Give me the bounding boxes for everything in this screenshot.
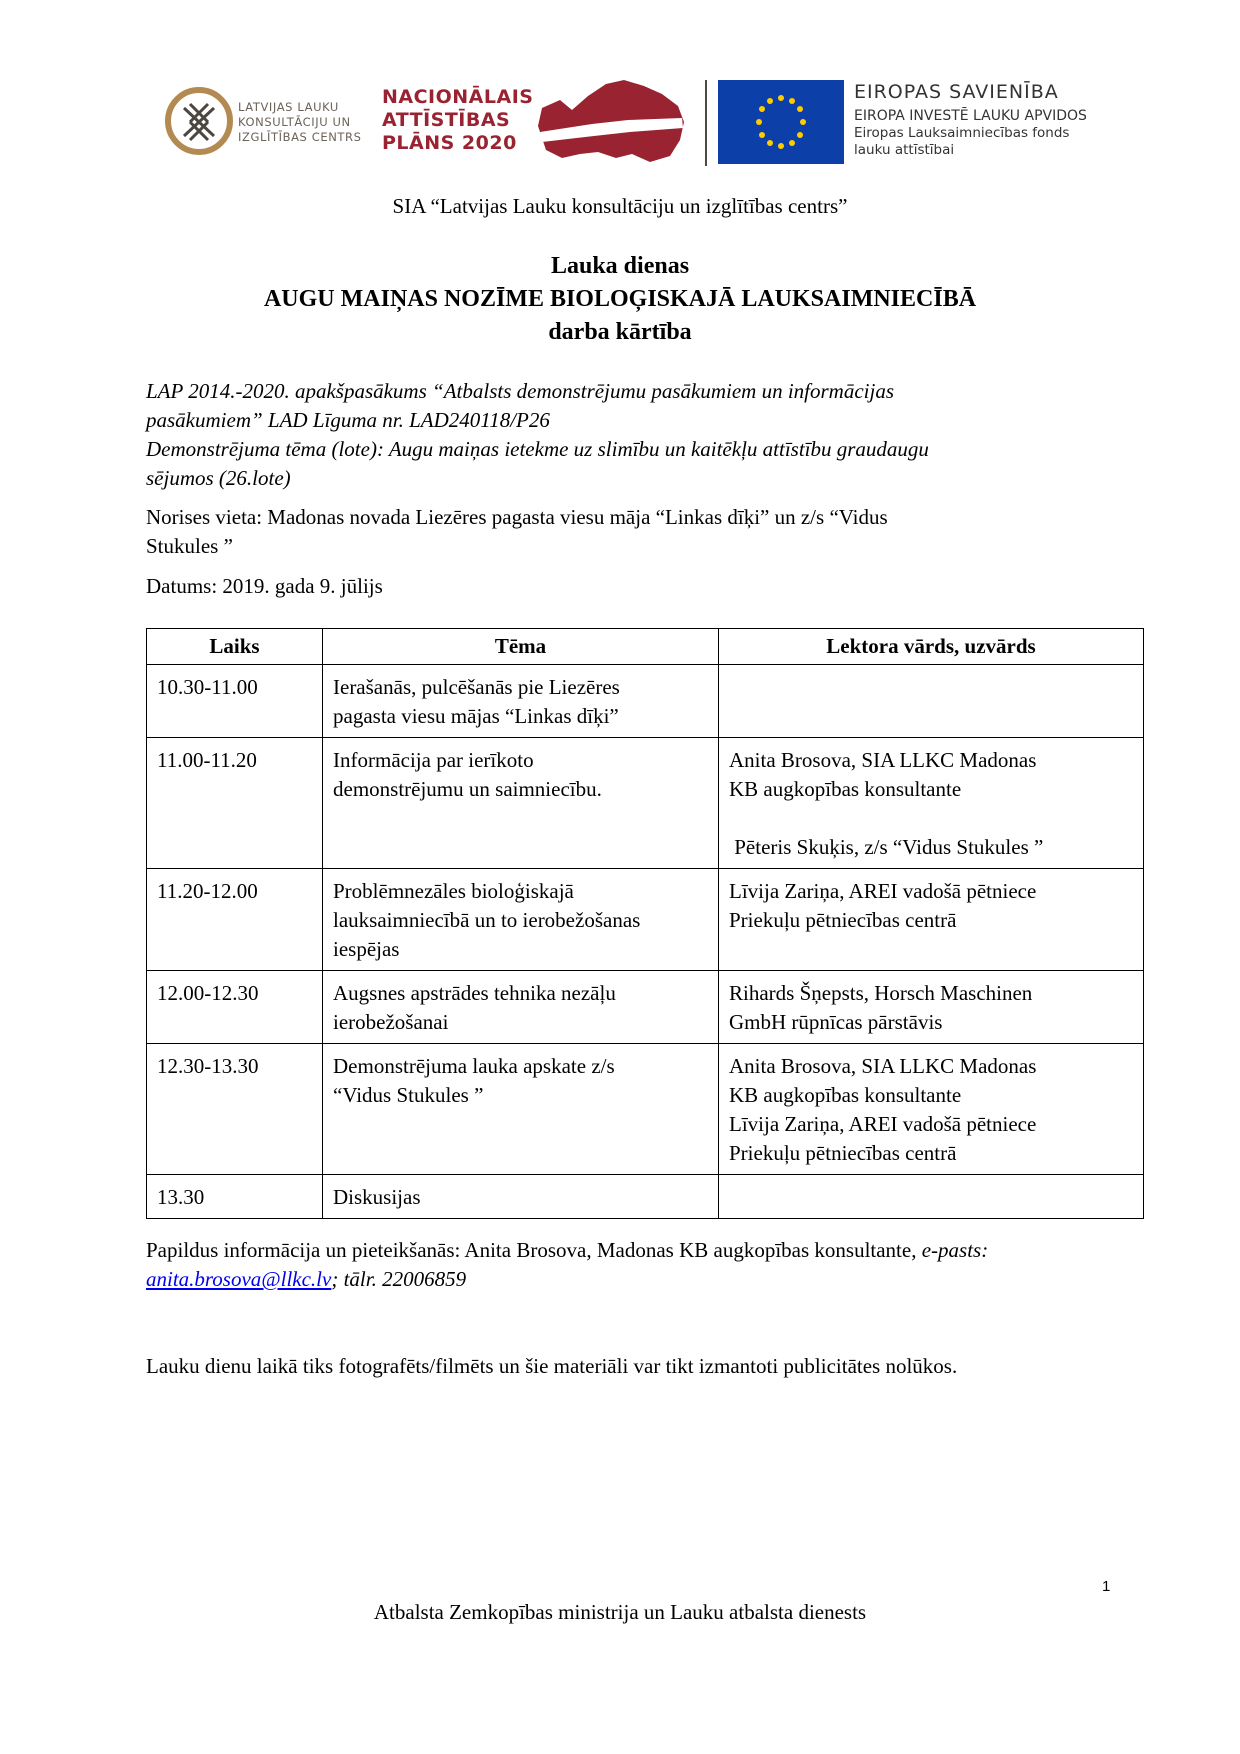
table-row <box>147 869 1144 971</box>
organization-name: SIA “Latvijas Lauku konsultāciju un izglītības centrs” <box>392 194 848 218</box>
table-row <box>147 665 1144 738</box>
eu-caption <box>854 80 1134 159</box>
table-header-row <box>147 629 1144 665</box>
agenda-table <box>146 628 1144 1219</box>
header-time: Laiks <box>147 629 323 665</box>
topic-cell: Augsnes apstrādes tehnika nezāļu ierobežošanai <box>323 971 719 1044</box>
speaker-cell: Anita Brosova, SIA LLKC Madonas KB augkopības konsultante Pēteris Skuķis, z/s “Vidus Stukules ” <box>719 738 1144 869</box>
document-title <box>0 250 1240 349</box>
eu-flag-icon <box>718 80 844 164</box>
eu-fund-line-2: lauku attīstībai <box>854 142 955 158</box>
time-cell: 11.00-11.20 <box>147 738 323 869</box>
llkc-logo <box>164 86 364 156</box>
title-line-3: darba kārtība <box>548 319 692 345</box>
speaker-cell: Anita Brosova, SIA LLKC Madonas KB augkopības konsultante Līvija Zariņa, AREI vadošā pētniece Priekuļu pētniecības centrā <box>719 1044 1144 1175</box>
header-logos <box>160 72 1120 172</box>
speaker-cell: Rihards Šņepsts, Horsch Maschinen GmbH rūpnīcas pārstāvis <box>719 971 1144 1044</box>
table-row <box>147 738 1144 869</box>
latvia-map-icon <box>532 74 692 166</box>
event-date: Datums: 2019. gada 9. jūlijs <box>146 574 383 598</box>
contact-info: Papildus informācija un pieteikšanās: Anita Brosova, Madonas KB augkopības konsultante, e-pasts: anita.brosova@llkc.lv; tālr. 22006859 <box>146 1238 989 1291</box>
time-cell: 13.30 <box>147 1175 323 1219</box>
table-row <box>147 971 1144 1044</box>
email-link[interactable]: anita.brosova@llkc.lv <box>146 1267 332 1291</box>
time-cell: 10.30-11.00 <box>147 665 323 738</box>
publicity-notice: Lauku dienu laikā tiks fotografēts/filmēts un šie materiāli var tikt izmantoti publicitātes nolūkos. <box>146 1354 958 1378</box>
time-cell: 12.30-13.30 <box>147 1044 323 1175</box>
eu-title: EIROPAS SAVIENĪBA <box>854 81 1059 103</box>
nap-2020-logo: NACIONĀLAIS ATTĪSTĪBAS PLĀNS 2020 <box>382 86 534 154</box>
logo-divider <box>705 80 707 166</box>
header-topic: Tēma <box>323 629 719 665</box>
llkc-name: LATVIJAS LAUKU KONSULTĀCIJU UN IZGLĪTĪBAS CENTRS <box>238 100 362 144</box>
page-number: 1 <box>1102 1578 1111 1595</box>
speaker-cell: Līvija Zariņa, AREI vadošā pētniece Priekuļu pētniecības centrā <box>719 869 1144 971</box>
header-speaker: Lektora vārds, uzvārds <box>719 629 1144 665</box>
table-row <box>147 1044 1144 1175</box>
title-line-2: AUGU MAIŅAS NOZĪME BIOLOĢISKAJĀ LAUKSAIMNIECĪBĀ <box>263 286 977 312</box>
topic-cell: Problēmnezāles bioloģiskajā lauksaimniecībā un to ierobežošanas iespējas <box>323 869 719 971</box>
eu-subtitle: EIROPA INVESTĒ LAUKU APVIDOS <box>854 108 1087 124</box>
speaker-cell <box>719 1175 1144 1219</box>
topic-cell: Ierašanās, pulcēšanās pie Liezēres pagasta viesu mājas “Linkas dīķi” <box>323 665 719 738</box>
program-info: LAP 2014.-2020. apakšpasākums “Atbalsts demonstrējumu pasākumiem un informācijas pasākumiem” LAD Līguma nr. LAD240118/P26 Demonstrējuma tēma (lote): Augu maiņas ietekme uz slimību un kaitēkļu attīstību graudaugu sējumos (26.lote) <box>146 379 929 490</box>
time-cell: 11.20-12.00 <box>147 869 323 971</box>
topic-cell: Diskusijas <box>323 1175 719 1219</box>
topic-cell: Demonstrējuma lauka apskate z/s “Vidus Stukules ” <box>323 1044 719 1175</box>
page-footer: Atbalsta Zemkopības ministrija un Lauku atbalsta dienests <box>373 1600 867 1624</box>
event-location: Norises vieta: Madonas novada Liezēres pagasta viesu māja “Linkas dīķi” un z/s “Vidus Stukules ” <box>146 505 888 558</box>
time-cell: 12.00-12.30 <box>147 971 323 1044</box>
table-row <box>147 1175 1144 1219</box>
eu-fund-line: Eiropas Lauksaimniecības fonds <box>854 125 1070 141</box>
llkc-emblem-icon <box>164 86 234 156</box>
speaker-cell <box>719 665 1144 738</box>
topic-cell: Informācija par ierīkoto demonstrējumu un saimniecību. <box>323 738 719 869</box>
title-line-1: Lauka dienas <box>550 253 690 279</box>
